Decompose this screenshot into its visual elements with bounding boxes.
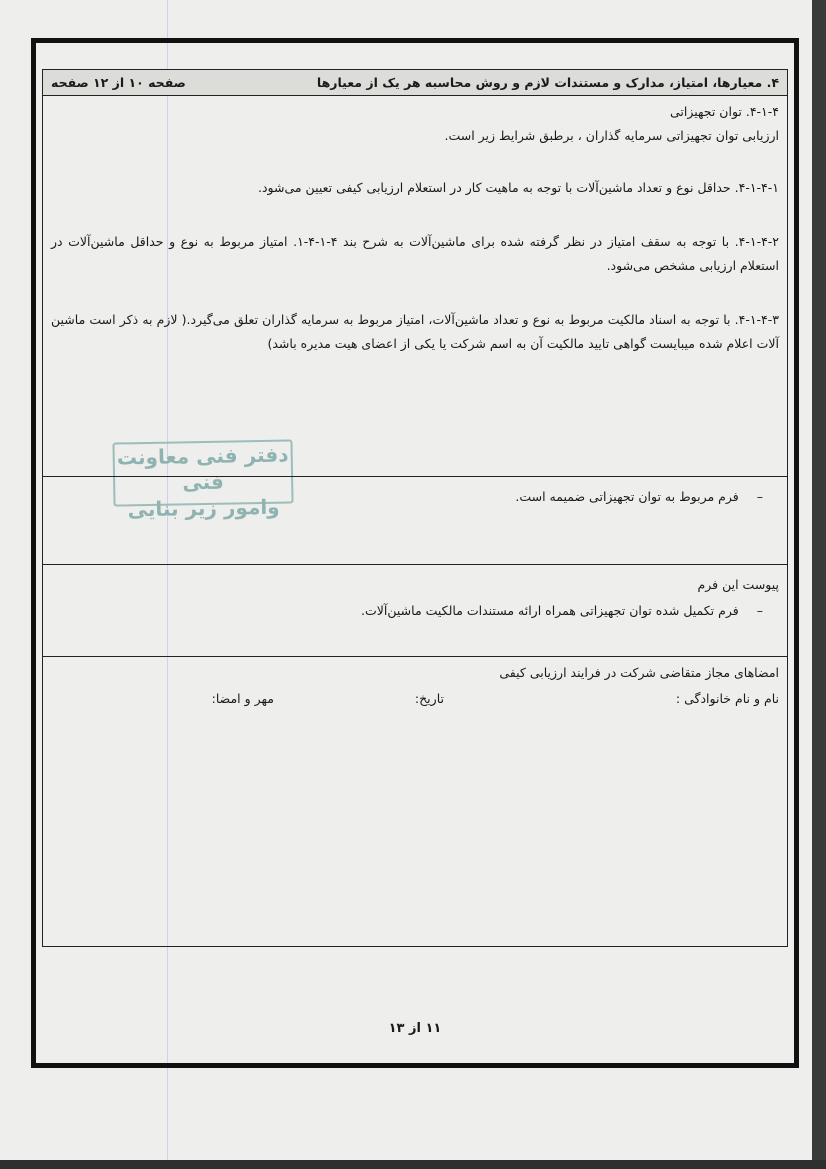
form-note-text: فرم مربوط به توان تجهیزاتی ضمیمه است. bbox=[515, 489, 739, 504]
date-label: تاریخ: bbox=[414, 691, 444, 706]
attachment-item bbox=[51, 599, 763, 623]
item-1: ۴-۱-۴-۱. حداقل نوع و تعداد ماشین‌آلات با توجه به ماهیت کار در استعلام ارزیابی کیفی تعیین می‌شود. bbox=[258, 180, 779, 195]
page-number: ۱۱ از ۱۳ bbox=[388, 1021, 442, 1036]
scan-edge-right bbox=[812, 0, 826, 1169]
signature-title: امضاهای مجاز متقاضی شرکت در فرایند ارزیابی کیفی bbox=[499, 665, 779, 680]
seal-label: مهر و امضا: bbox=[211, 691, 274, 706]
attachment-section bbox=[43, 564, 787, 656]
form-note bbox=[51, 485, 763, 509]
section-heading: ۴-۱-۴. توان تجهیزاتی bbox=[669, 104, 779, 119]
attachment-dash: – bbox=[756, 603, 763, 618]
section-intro: ارزیابی توان تجهیزاتی سرمایه گذاران ، برطبق شرایط زیر است. bbox=[444, 128, 779, 143]
table-header bbox=[43, 70, 787, 96]
signature-row bbox=[51, 687, 779, 711]
item-2: ۴-۱-۴-۲. با توجه به سقف امتیاز در نظر گرفته شده برای ماشین‌آلات به شرح بند ۴-۱-۴-۱. امتیاز مربوط به نوع و حداقل ماشین‌آلات در استعلام ارزیابی مشخص می‌شود. bbox=[51, 234, 780, 273]
stamp-line-2: وامور زیر بنایی bbox=[127, 494, 280, 522]
page-frame bbox=[31, 38, 799, 1068]
header-page-label: صفحه ۱۰ از ۱۲ صفحه bbox=[51, 75, 186, 90]
attachment-title: پیوست این فرم bbox=[697, 577, 779, 592]
scan-edge-bottom bbox=[0, 1160, 826, 1169]
stamp-line-1: دفتر فنی معاونت فنی bbox=[116, 442, 289, 495]
form-note-dash: – bbox=[756, 489, 763, 504]
signature-section bbox=[43, 656, 787, 948]
header-title: ۴. معیارها، امتیاز، مدارک و مستندات لازم و روش محاسبه هر یک از معیارها bbox=[316, 75, 779, 90]
name-label: نام و نام خانوادگی : bbox=[675, 691, 779, 706]
item-3: ۴-۱-۴-۳. با توجه به اسناد مالکیت مربوط به نوع و تعداد ماشین‌آلات، امتیاز مربوط به سرمایه گذاران تعلق می‌گیرد.( لازم به ذکر است ماشین آلات اعلام شده میبایست گواهی تایید مالکیت آن به اسم شرکت یا یکی از اعضای هیت مدیره باشد) bbox=[51, 312, 779, 351]
attachment-text: فرم تکمیل شده توان تجهیزاتی همراه ارائه مستندات مالکیت ماشین‌آلات. bbox=[361, 603, 739, 618]
form-note-section bbox=[43, 476, 787, 564]
criteria-table bbox=[42, 69, 788, 947]
